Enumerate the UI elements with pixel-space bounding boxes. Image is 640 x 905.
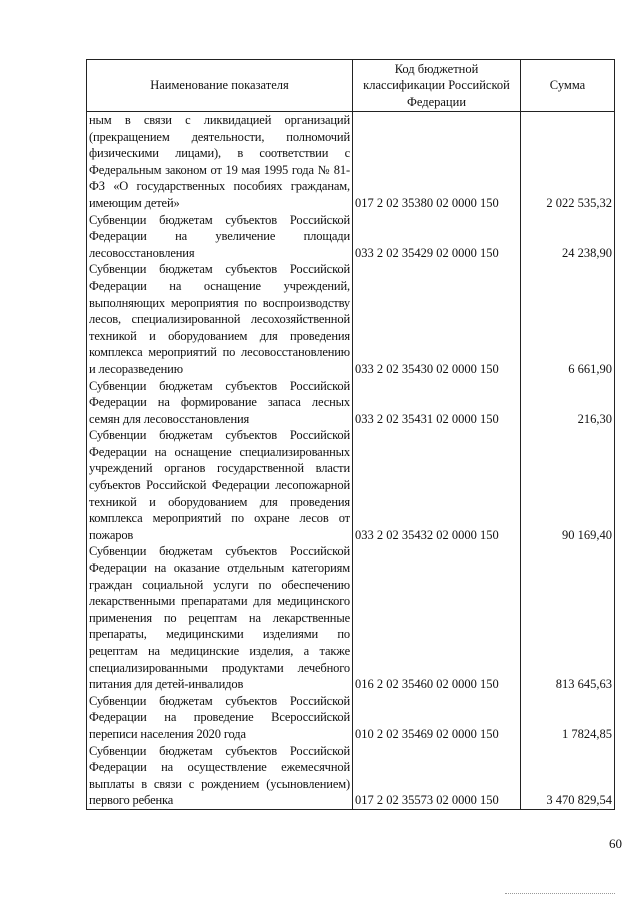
row-budget-code: 033 2 02 35431 02 0000 150	[353, 378, 521, 428]
row-budget-code: 033 2 02 35432 02 0000 150	[353, 427, 521, 543]
table-row	[87, 427, 615, 543]
row-indicator-name: ным в связи с ликвидацией организаций (прекращением деятельности, полномочий физическими лицами), в соответствии с Федеральным законом от 19 мая 1995 года № 81-ФЗ «О государственных пособиях гражданам, имеющим детей»	[87, 112, 353, 212]
row-amount: 24 238,90	[521, 212, 615, 262]
row-indicator-name: Субвенции бюджетам субъектов Российской Федерации на оснащение специализированных учреждений органов государственной власти субъектов Российской Федерации лесопожарной техникой и оборудованием для проведения комплекса мероприятий по охране лесов от пожаров	[87, 427, 353, 543]
table-row	[87, 743, 615, 810]
table-row	[87, 693, 615, 743]
footer-scan-mark	[505, 893, 615, 898]
row-budget-code: 033 2 02 35430 02 0000 150	[353, 261, 521, 377]
row-indicator-name: Субвенции бюджетам субъектов Российской Федерации на проведение Всероссийской переписи населения 2020 года	[87, 693, 353, 743]
row-amount: 216,30	[521, 378, 615, 428]
table-header-row	[87, 60, 615, 112]
row-indicator-name: Субвенции бюджетам субъектов Российской Федерации на увеличение площади лесовосстановления	[87, 212, 353, 262]
row-budget-code: 010 2 02 35469 02 0000 150	[353, 693, 521, 743]
header-amount: Сумма	[521, 60, 615, 112]
row-indicator-name: Субвенции бюджетам субъектов Российской Федерации на оказание отдельным категориям граждан социальной услуги по обеспечению лекарственными препаратами для медицинского применения по рецептам на лекарственные препараты, медицинскими изделиями по рецептам на медицинские изделия, а также специализированными продуктами лечебного питания для детей-инвалидов	[87, 543, 353, 692]
row-amount: 6 661,90	[521, 261, 615, 377]
row-indicator-name: Субвенции бюджетам субъектов Российской Федерации на оснащение учреждений, выполняющих мероприятия по воспроизводству лесов, специализированной лесохозяйственной техникой и оборудованием для проведения комплекса мероприятий по лесовосстановлению и лесоразведению	[87, 261, 353, 377]
row-budget-code: 016 2 02 35460 02 0000 150	[353, 543, 521, 692]
table-row	[87, 543, 615, 692]
budget-table	[86, 59, 615, 810]
row-budget-code: 017 2 02 35380 02 0000 150	[353, 112, 521, 212]
row-budget-code: 017 2 02 35573 02 0000 150	[353, 743, 521, 810]
row-amount: 813 645,63	[521, 543, 615, 692]
table-row	[87, 112, 615, 212]
row-amount: 90 169,40	[521, 427, 615, 543]
row-amount: 1 7824,85	[521, 693, 615, 743]
table-row	[87, 261, 615, 377]
table-row	[87, 378, 615, 428]
header-indicator-name: Наименование показателя	[87, 60, 353, 112]
header-budget-code: Код бюджетной классификации Российской Федерации	[353, 60, 521, 112]
row-budget-code: 033 2 02 35429 02 0000 150	[353, 212, 521, 262]
row-amount: 3 470 829,54	[521, 743, 615, 810]
row-indicator-name: Субвенции бюджетам субъектов Российской Федерации на формирование запаса лесных семян для лесовосстановления	[87, 378, 353, 428]
row-amount: 2 022 535,32	[521, 112, 615, 212]
row-indicator-name: Субвенции бюджетам субъектов Российской Федерации на осуществление ежемесячной выплаты в связи с рождением (усыновлением) первого ребенка	[87, 743, 353, 810]
table-row	[87, 212, 615, 262]
page-number: 60	[609, 836, 622, 851]
